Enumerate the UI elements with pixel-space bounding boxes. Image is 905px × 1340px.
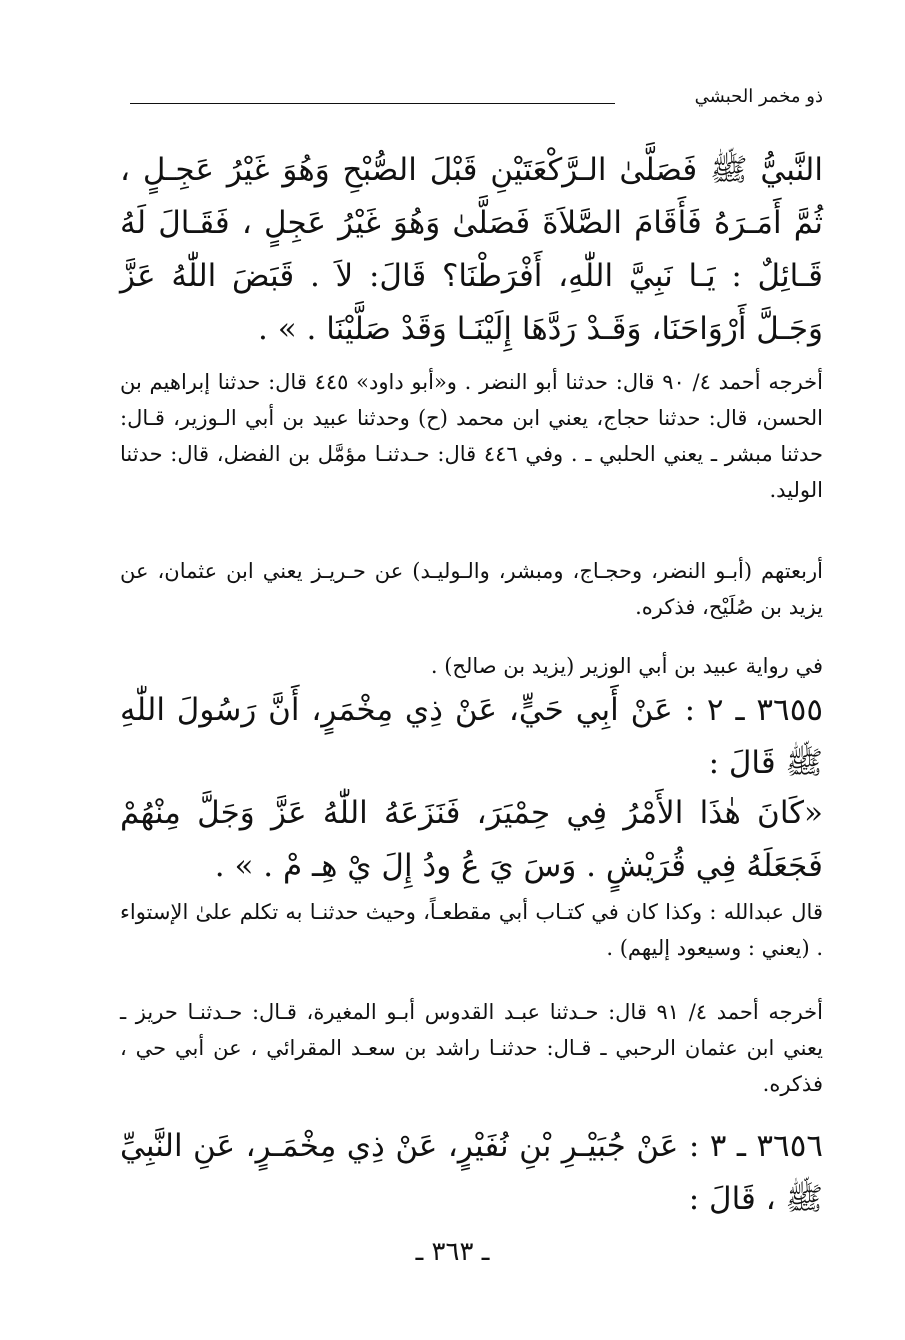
abdullah-comment: قال عبدالله : وكذا كان في كتـاب أبي مقطعـاً، وحيث حدثنـا به تكلم علىٰ الإستواء . (يعني : وسيعود إليهم) . — [120, 900, 823, 960]
running-header-title: ذو مخمر الحبشي — [694, 86, 823, 107]
page-number: ـ ٣٦٣ ـ — [415, 1237, 490, 1267]
takhrij-note-1: أخرجه أحمد ٤/ ٩٠ قال: حدثنا أبو النضر . و«أبو داود» ٤٤٥ قال: حدثنا إبراهيم بن الحسن، قال: حدثنا حجاج، يعني ابن محمد (ح) وحدثنا عبيد بن أبي الـوزير، قـال: حدثنا مبشر ـ يعني الحلبي ـ . وفي ٤٤٦ قال: حـدثنـا مؤمَّل بن الفضل، قال: حدثنا الوليد. — [120, 370, 824, 502]
header-divider — [130, 103, 615, 104]
hadith-3656-chain: ٣٦٥٦ ـ ٣ : عَنْ جُبَيْـرِ بْنِ نُفَيْرٍ، عَنْ ذِي مِخْمَـرٍ، عَنِ النَّبِيِّ ﷺ ، قَالَ : — [120, 1128, 824, 1217]
narrators-note: أربعتهم (أبـو النضر، وحجـاج، ومبشر، والـوليـد) عن حـريـز يعني ابن عثمان، عن يزيد بن صُلَيْح، فذكره. — [120, 559, 823, 619]
hadith-3655-chain: ٣٦٥٥ ـ ٢ : عَنْ أَبِي حَيٍّ، عَنْ ذِي مِخْمَرٍ، أَنَّ رَسُولَ اللّٰهِ ﷺ قَالَ : — [120, 692, 824, 781]
narration-variant-note: في رواية عبيد بن أبي الوزير (يزيد بن صالح) . — [430, 654, 823, 678]
hadith-3655-text: «كَانَ هٰذَا الأَمْرُ فِي حِمْيَرَ، فَنَزَعَهُ اللّٰهُ عَزَّ وَجَلَّ مِنْهُمْ فَجَعَلَهُ فِي قُرَيْشٍ . وَسَ يَ عُ ودُ إِلَ يْ هِـ مْ . » . — [120, 795, 823, 884]
takhrij-note-2: أخرجه أحمد ٤/ ٩١ قال: حـدثنا عبـد القدوس أبـو المغيرة، قـال: حـدثنـا حريز ـ يعني ابن عثمان الرحبي ـ قـال: حدثنـا راشد بن سعـد المقرائي ، عن أبي حي ، فذكره. — [120, 1000, 823, 1096]
hadith-text-continued: النَّبيُّ ﷺ فَصَلَّىٰ الـرَّكْعَتَيْنِ قَبْلَ الصُّبْحِ وَهُوَ غَيْرُ عَجِـلٍ ، ثُمَّ أَمَـرَهُ فَأَقَامَ الصَّلاَةَ فَصَلَّىٰ وَهُوَ غَيْرُ عَجِلٍ ، فَقَـالَ لَهُ قَـائِلٌ : يَـا نَبِيَّ اللّٰهِ، أَفْرَطْنَا؟ قَالَ: لاَ . قَبَضَ اللّٰهُ عَزَّ وَجَـلَّ أَرْوَاحَنَا، وَقَـدْ رَدَّهَا إِلَيْنَـا وَقَدْ صَلَّيْنَا . » . — [120, 152, 823, 347]
